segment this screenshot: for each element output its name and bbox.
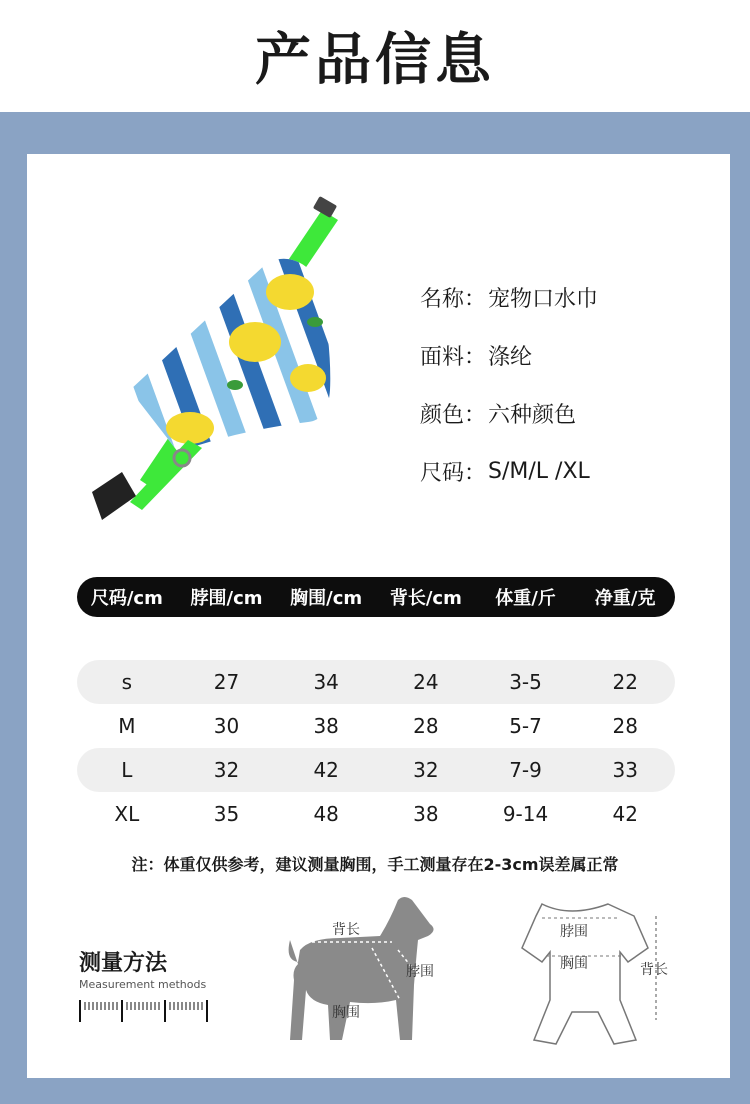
info-label: 名称： (420, 286, 487, 312)
table-cell: s (121, 670, 133, 694)
header-neck: 脖围/cm (190, 588, 263, 609)
table-cell: 34 (313, 670, 339, 694)
info-row-fabric (420, 326, 598, 384)
table-cell: 27 (213, 670, 240, 694)
info-value: S/M/L /XL (488, 458, 590, 484)
product-info-list (420, 268, 598, 500)
info-row-color (420, 384, 598, 442)
table-cell: 42 (313, 758, 339, 782)
header-weight: 体重/斤 (495, 588, 556, 609)
header-chest: 胸围/cm (290, 588, 363, 609)
page-title: 产品信息 (255, 28, 495, 93)
info-row-name (420, 268, 598, 326)
dog-neck-label: 脖围 (406, 964, 434, 980)
table-row (77, 704, 675, 748)
measurement-note: 注：体重仅供参考，建议测量胸围，手工测量存在2-3cm误差属正常 (131, 855, 619, 874)
size-table-header (77, 577, 675, 617)
ruler-icon (79, 996, 209, 1024)
dog-chest-label: 胸围 (332, 1005, 360, 1021)
table-cell: 42 (612, 802, 638, 826)
shirt-back-label: 背长 (640, 962, 668, 978)
pet-shirt-icon (500, 892, 690, 1052)
header-back: 背长/cm (389, 588, 462, 609)
table-cell: 33 (612, 758, 638, 782)
table-cell: L (121, 758, 133, 782)
dog-back-label: 背长 (332, 922, 360, 938)
table-cell: 32 (213, 758, 240, 782)
info-label: 面料： (420, 344, 487, 370)
measurement-subtitle: Measurement methods (79, 978, 207, 991)
table-cell: 7-9 (509, 758, 542, 782)
shirt-chest-label: 胸围 (560, 956, 588, 972)
size-table-body (77, 660, 675, 836)
table-cell: 22 (612, 670, 638, 694)
table-row (77, 792, 675, 836)
table-cell: 28 (612, 714, 638, 738)
table-cell: 24 (413, 670, 439, 694)
shirt-neck-label: 脖围 (560, 924, 588, 940)
info-label: 尺码： (420, 460, 487, 486)
table-row (77, 748, 675, 792)
table-cell: 30 (213, 714, 240, 738)
table-cell: 32 (413, 758, 439, 782)
info-label: 颜色： (420, 402, 487, 428)
table-cell: M (118, 714, 136, 738)
table-cell: 35 (213, 802, 240, 826)
table-cell: XL (114, 802, 140, 826)
header-size: 尺码/cm (90, 588, 163, 609)
table-row (77, 660, 675, 704)
table-cell: 38 (313, 714, 339, 738)
info-row-size (420, 442, 598, 500)
table-cell: 9-14 (502, 802, 549, 826)
measurement-title: 测量方法 (79, 951, 168, 976)
table-cell: 5-7 (509, 714, 542, 738)
pet-bandana-illustration (70, 190, 360, 530)
info-value: 宠物口水巾 (488, 286, 599, 312)
table-cell: 3-5 (509, 670, 542, 694)
table-cell: 38 (413, 802, 439, 826)
info-value: 涤纶 (488, 344, 533, 370)
dog-silhouette-icon (280, 890, 450, 1050)
table-cell: 28 (413, 714, 439, 738)
table-cell: 48 (313, 802, 339, 826)
info-value: 六种颜色 (488, 402, 577, 428)
header-net-weight: 净重/克 (594, 588, 656, 609)
